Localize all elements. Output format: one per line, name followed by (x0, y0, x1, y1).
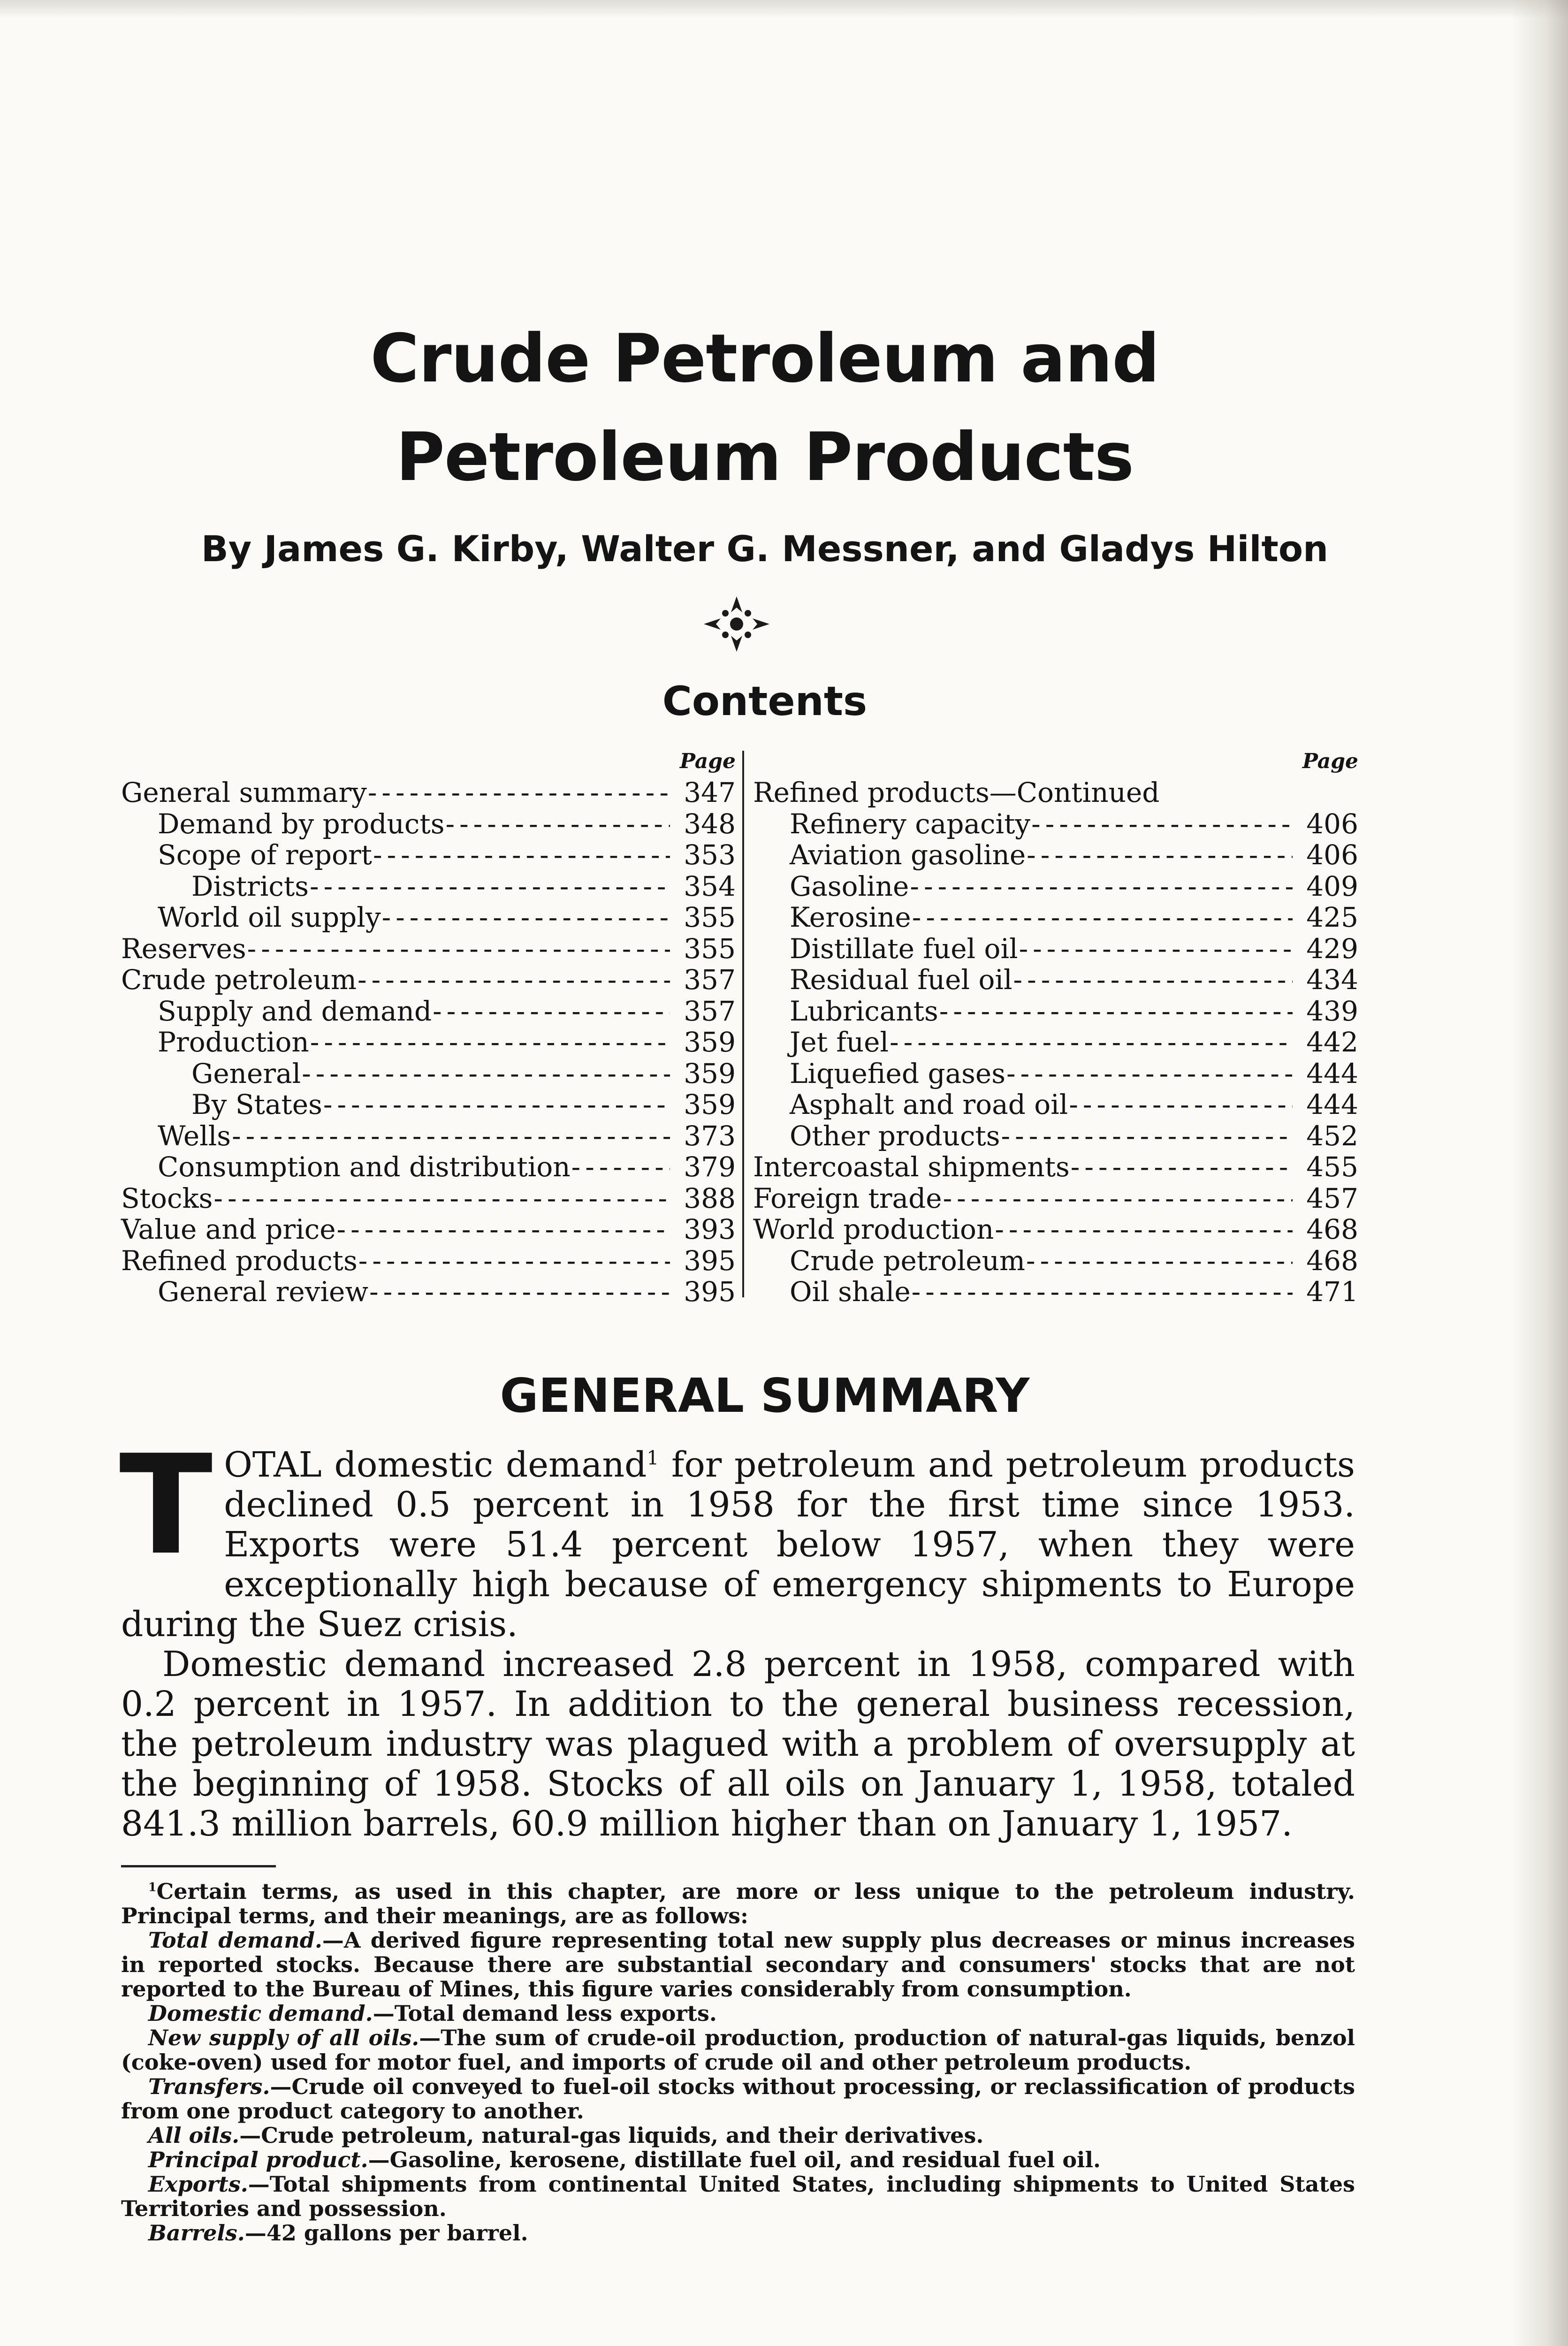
footnote-intro-text: Certain terms, as used in this chapter, are more or less unique to the petroleum industry. Principal terms, and their meanings, are as follows: (121, 1879, 1355, 1928)
toc-entry (753, 1058, 1358, 1089)
toc-entry (121, 902, 736, 933)
toc-leader-dots (369, 1276, 670, 1308)
scan-right-edge (1512, 0, 1568, 2346)
footnote-term: All oils. (148, 2123, 240, 2148)
toc-leader-dots (1031, 808, 1293, 840)
toc-entry (121, 1089, 736, 1120)
toc-leader-dots (1071, 1151, 1293, 1183)
toc-entry-page: 468 (1306, 1213, 1358, 1245)
toc-entry-label: Distillate fuel oil (790, 932, 1018, 965)
toc-leader-dots (302, 1058, 670, 1089)
toc-leader-dots (323, 1089, 670, 1120)
toc-continued-heading: Refined products—Continued (753, 777, 1160, 808)
toc-entry-page: 455 (1306, 1151, 1358, 1183)
toc-entry-page: 353 (684, 839, 736, 871)
toc-entry (121, 1214, 736, 1245)
toc-leader-dots (310, 871, 670, 902)
toc-leader-dots (912, 902, 1293, 933)
toc-entry-label: Crude petroleum (790, 1244, 1025, 1277)
footnote-definition (121, 1928, 1355, 2001)
summary-paragraph-1-text: for petroleum and petroleum products declined 0.5 percent in 1958 for the first time since 1953. Exports were 51.4 percent below 1957, when they were exceptionally high because of emergency shipments to Europe during the Suez crisis. (121, 1445, 1355, 1645)
footnote-marker: 1 (148, 1880, 157, 1894)
footnote-definition (121, 2026, 1355, 2074)
footnote-term-definition: —Gasoline, kerosene, distillate fuel oil, and residual fuel oil. (368, 2147, 1101, 2172)
toc-entry-label: Scope of report (158, 839, 372, 871)
toc-leader-dots (910, 871, 1293, 902)
general-summary-body (119, 1425, 1355, 1844)
toc-leader-dots (337, 1214, 670, 1245)
toc-entry-label: Liquefied gases (790, 1057, 1006, 1089)
toc-leader-dots (1019, 933, 1293, 965)
toc-leader-dots (433, 996, 670, 1027)
toc-entry (753, 839, 1358, 871)
drop-cap: T (119, 1425, 213, 1585)
toc-leader-dots (358, 1245, 670, 1277)
toc-entry-page: 357 (684, 964, 736, 996)
toc-entry-label: By States (191, 1089, 322, 1120)
toc-entry-page: 444 (1306, 1089, 1358, 1120)
toc-entry-label: General review (158, 1276, 368, 1308)
page-title: Crude Petroleum and Petroleum Products (370, 320, 1159, 496)
toc-entry (753, 902, 1358, 933)
toc-entry-page: 359 (684, 1026, 736, 1058)
contents-heading: Contents (662, 678, 868, 725)
toc-entry (753, 1089, 1358, 1120)
toc-entry-label: Crude petroleum (121, 964, 357, 996)
toc-entry-page: 406 (1306, 807, 1358, 840)
footnote-reference: 1 (647, 1447, 659, 1470)
toc-entry-label: World oil supply (158, 901, 381, 933)
footnote-intro (121, 1879, 1355, 1928)
toc-leader-dots (939, 996, 1293, 1027)
toc-entry-page: 347 (684, 777, 736, 808)
toc-entry-label: Residual fuel oil (790, 964, 1012, 996)
toc-entry (753, 1027, 1358, 1058)
toc-entry (121, 964, 736, 996)
toc-entry-label: Supply and demand (158, 995, 432, 1027)
toc-entry-label: Value and price (121, 1213, 336, 1245)
toc-entry-page: 457 (1306, 1182, 1358, 1214)
toc-leader-dots (1027, 839, 1293, 871)
toc-entry-page: 355 (684, 901, 736, 933)
toc-entry-label: General (191, 1057, 301, 1089)
toc-entry-page: 452 (1306, 1120, 1358, 1152)
toc-leader-dots (382, 902, 670, 933)
toc-leader-dots (1001, 1120, 1293, 1152)
footnote-term-definition: —Total demand less exports. (373, 2001, 717, 2026)
footnote-term: Domestic demand. (148, 2001, 373, 2026)
toc-entry-page: 359 (684, 1057, 736, 1089)
summary-paragraph-1-lead: OTAL domestic demand (224, 1445, 647, 1485)
toc-entry (753, 996, 1358, 1027)
footnote-term: New supply of all oils. (148, 2025, 419, 2050)
toc-entry (121, 1183, 736, 1214)
toc-entry-label: Production (158, 1026, 309, 1058)
toc-entry-page: 388 (684, 1182, 736, 1214)
toc-entry (753, 1183, 1358, 1214)
toc-entry-label: Kerosine (790, 901, 911, 933)
toc-entry-page: 471 (1306, 1276, 1358, 1308)
footnote-term-definition: —The sum of crude-oil production, production of natural-gas liquids, benzol (coke-oven) used for motor fuel, and imports of crude oil and other petroleum products. (121, 2025, 1355, 2075)
toc-entry (121, 1276, 736, 1308)
toc-leader-dots (571, 1151, 670, 1183)
footnote-term: Principal product. (148, 2147, 368, 2172)
toc-entry (121, 777, 736, 808)
toc-entry (753, 1276, 1358, 1308)
toc-leader-dots (1013, 964, 1293, 996)
toc-entry (753, 871, 1358, 902)
toc-entry (121, 871, 736, 902)
toc-page-column-label: Page (1302, 749, 1358, 773)
toc-entry-label: Foreign trade (753, 1182, 942, 1214)
section-heading-general-summary: GENERAL SUMMARY (500, 1368, 1030, 1423)
toc-entry (753, 808, 1358, 840)
toc-entry (121, 1120, 736, 1152)
toc-entry-page: 357 (684, 995, 736, 1027)
toc-leader-dots (310, 1027, 670, 1058)
toc-entry (121, 1151, 736, 1183)
toc-leader-dots (1069, 1089, 1293, 1120)
toc-entry (121, 996, 736, 1027)
toc-entry-label: Reserves (121, 932, 246, 965)
toc-entry-label: Oil shale (790, 1276, 911, 1308)
toc-entry-page: 373 (684, 1120, 736, 1152)
toc-entry-page: 359 (684, 1089, 736, 1120)
scan-top-edge (0, 0, 1568, 19)
toc-entry-page: 434 (1306, 964, 1358, 996)
toc-entry-label: Stocks (121, 1182, 213, 1214)
toc-entry-label: Lubricants (790, 995, 938, 1027)
toc-entry (753, 964, 1358, 996)
toc-page-column-label: Page (679, 749, 736, 773)
toc-entry (753, 933, 1358, 965)
toc-leader-dots (912, 1276, 1293, 1308)
toc-leader-dots (373, 839, 670, 871)
toc-entry-label: Aviation gasoline (790, 839, 1026, 871)
toc-leader-dots (890, 1027, 1293, 1058)
toc-entry-label: Asphalt and road oil (790, 1089, 1068, 1120)
toc-leader-dots (368, 777, 670, 808)
toc-entry (753, 1120, 1358, 1152)
toc-left-list (121, 777, 736, 1308)
toc-left-column (121, 746, 736, 1308)
toc-entry-label: Jet fuel (790, 1026, 889, 1058)
toc-entry-page: 355 (684, 932, 736, 965)
toc-leader-dots (995, 1214, 1293, 1245)
toc-entry-page: 348 (684, 807, 736, 840)
toc-entry-page: 442 (1306, 1026, 1358, 1058)
toc-right-list (753, 808, 1358, 1308)
toc-leader-dots (247, 933, 670, 965)
toc-entry-label: Gasoline (790, 870, 909, 902)
toc-entry-page: 393 (684, 1213, 736, 1245)
footnote-term: Barrels. (148, 2220, 245, 2246)
toc-leader-dots (943, 1183, 1293, 1214)
footnote-definition (121, 2074, 1355, 2123)
toc-entry-label: General summary (121, 777, 367, 808)
footnote-term-definition: —Crude petroleum, natural-gas liquids, and their derivatives. (239, 2123, 984, 2148)
authors-line: By James G. Kirby, Walter G. Messner, and Gladys Hilton (201, 528, 1329, 570)
summary-paragraph-1 (119, 1425, 1355, 1645)
toc-leader-dots (232, 1120, 670, 1152)
toc-entry-page: 425 (1306, 901, 1358, 933)
toc-leader-dots (445, 808, 670, 840)
toc-entry (121, 1245, 736, 1277)
toc-entry-page: 379 (684, 1151, 736, 1183)
toc-entry-page: 354 (684, 870, 736, 902)
footnote-term-definition: —42 gallons per barrel. (244, 2220, 528, 2246)
footnote-term-definition: —A derived figure representing total new supply plus decreases or minus increases in reported stocks. Because there are substantial secondary and consumers' stocks that are not reported to the Bureau of Mines, this figure varies considerably from consumption. (121, 1927, 1355, 2002)
toc-entry-page: 409 (1306, 870, 1358, 902)
toc-column-divider (742, 751, 744, 1297)
toc-entry-label: World production (753, 1213, 994, 1245)
toc-leader-dots (1006, 1058, 1293, 1089)
toc-entry (121, 933, 736, 965)
toc-entry (753, 1151, 1358, 1183)
footnote-definition (121, 2221, 1355, 2245)
ornament-icon (699, 594, 774, 655)
toc-entry-page: 395 (684, 1244, 736, 1277)
toc-entry-page: 429 (1306, 932, 1358, 965)
footnote-term: Total demand. (148, 1927, 322, 1953)
toc-entry-label: Consumption and distribution (158, 1151, 571, 1183)
toc-entry-page: 468 (1306, 1244, 1358, 1277)
footnote-term-definition: —Crude oil conveyed to fuel-oil stocks without processing, or reclassification of products from one product category to another. (121, 2074, 1355, 2124)
toc-right-column (753, 746, 1358, 1308)
footnotes (121, 1879, 1355, 2245)
footnote-term: Transfers. (148, 2074, 270, 2099)
toc-entry-label: Demand by products (158, 807, 445, 840)
footnote-definition (121, 2001, 1355, 2026)
toc-entry-label: Other products (790, 1120, 1000, 1152)
footnote-term: Exports. (148, 2171, 248, 2197)
summary-paragraph-2: Domestic demand increased 2.8 percent in 1958, compared with 0.2 percent in 1957. In addition to the general business recession, the petroleum industry was plagued with a problem of oversupply at the beginning of 1958. Stocks of all oils on January 1, 1958, totaled 841.3 million barrels, 60.9 million higher than on January 1, 1957. (121, 1644, 1355, 1844)
toc-entry-label: Refined products (121, 1244, 358, 1277)
footnote-definition (121, 2123, 1355, 2148)
footnote-definition (121, 2172, 1355, 2221)
toc-leader-dots (358, 964, 670, 996)
footnote-rule (121, 1865, 276, 1867)
toc-entry-page: 406 (1306, 839, 1358, 871)
toc-entry-page: 395 (684, 1276, 736, 1308)
toc-entry-label: Intercoastal shipments (753, 1151, 1070, 1183)
toc-entry (753, 1245, 1358, 1277)
toc-entry-page: 439 (1306, 995, 1358, 1027)
footnote-definition (121, 2148, 1355, 2172)
toc-leader-dots (213, 1183, 670, 1214)
toc-entry (121, 1058, 736, 1089)
toc-leader-dots (1026, 1245, 1293, 1277)
toc-entry (121, 808, 736, 840)
toc-entry (121, 839, 736, 871)
toc-entry-label: Wells (158, 1120, 231, 1152)
toc-entry-label: Refinery capacity (790, 807, 1031, 840)
toc-entry-label: Districts (191, 870, 309, 902)
toc-entry (753, 1214, 1358, 1245)
toc-entry (121, 1027, 736, 1058)
footnote-definitions (121, 1928, 1355, 2245)
toc-entry-page: 444 (1306, 1057, 1358, 1089)
footnote-term-definition: —Total shipments from continental United States, including shipments to United States Territories and possession. (121, 2171, 1355, 2221)
